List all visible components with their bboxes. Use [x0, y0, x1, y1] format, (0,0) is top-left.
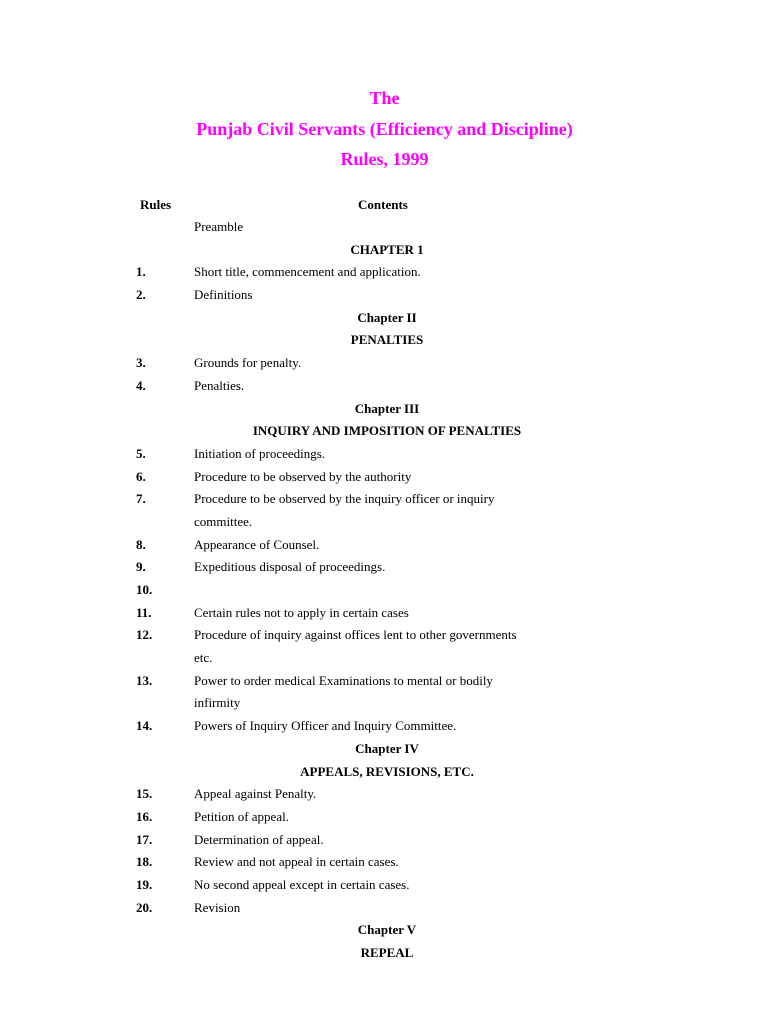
toc-entry: [0, 556, 768, 579]
chapter-heading: REPEAL: [360, 945, 414, 960]
rule-number: 16.: [136, 808, 153, 824]
chapter-heading-row: [0, 329, 768, 352]
chapter-heading-row: [0, 239, 768, 262]
toc-entry: [0, 352, 768, 375]
rules-column-header: Rules: [140, 197, 172, 212]
toc-entry: [0, 715, 768, 738]
rule-number: 15.: [136, 786, 153, 802]
rule-title: Expeditious disposal of proceedings.: [194, 559, 386, 575]
rule-title: infirmity: [194, 695, 241, 711]
toc-entry: [0, 783, 768, 806]
rule-title: Initiation of proceedings.: [194, 445, 326, 461]
rule-title: committee.: [194, 513, 253, 529]
toc-entry: [0, 670, 768, 693]
chapter-heading-row: [0, 942, 768, 965]
title-line-2: Punjab Civil Servants (Efficiency and Discipline): [196, 118, 573, 139]
rule-number: 19.: [136, 876, 153, 892]
rule-title: etc.: [194, 650, 213, 666]
chapter-heading-row: [0, 738, 768, 761]
title-line-3: Rules, 1999: [340, 149, 429, 169]
chapter-heading-row: [0, 420, 768, 443]
rule-title: Power to order medical Examinations to mental or bodily: [194, 672, 493, 688]
chapter-heading-row: [0, 398, 768, 421]
chapter-heading: PENALTIES: [350, 332, 424, 348]
rule-title: Procedure to be observed by the inquiry officer or inquiry: [194, 491, 495, 507]
rule-number: 6.: [136, 468, 146, 484]
rule-title: Powers of Inquiry Officer and Inquiry Committee.: [194, 718, 457, 734]
rule-number: 8.: [136, 536, 146, 552]
toc-entry: [0, 624, 768, 647]
contents-column-header: Contents: [358, 197, 408, 212]
rule-number: 7.: [136, 491, 146, 507]
toc-header: [0, 197, 768, 215]
toc-entry: [0, 443, 768, 466]
rule-number: 11.: [136, 604, 152, 620]
toc-entry: [0, 488, 768, 511]
rule-number: 18.: [136, 854, 153, 870]
rule-number: 10.: [136, 582, 153, 597]
toc-entry: [0, 511, 768, 534]
toc-entry: [0, 284, 768, 307]
toc-entry: [0, 806, 768, 829]
rule-number: 3.: [136, 355, 146, 371]
rule-title: Determination of appeal.: [194, 831, 324, 847]
rule-title: Preamble: [194, 219, 244, 234]
rule-title: No second appeal except in certain cases.: [194, 876, 410, 892]
rule-number: 5.: [136, 445, 146, 461]
chapter-heading: CHAPTER 1: [350, 241, 424, 257]
rule-title: Procedure of inquiry against offices lent to other governments: [194, 627, 517, 643]
toc-entry: [0, 466, 768, 489]
chapter-heading: APPEALS, REVISIONS, ETC.: [300, 763, 474, 779]
rule-title: Appearance of Counsel.: [194, 536, 320, 552]
rule-title: Penalties.: [194, 377, 245, 393]
toc-entry: [0, 829, 768, 852]
rule-title: Revision: [194, 899, 241, 915]
chapter-heading: INQUIRY AND IMPOSITION OF PENALTIES: [252, 423, 522, 439]
rule-number: 12.: [136, 627, 153, 643]
chapter-heading: Chapter V: [357, 922, 417, 938]
toc-entry: [0, 261, 768, 284]
rule-number: 17.: [136, 831, 153, 847]
toc-entry: [0, 534, 768, 557]
toc-entry: [0, 897, 768, 920]
rule-number: 14.: [136, 718, 153, 734]
rule-title: Short title, commencement and application.: [194, 264, 421, 280]
rule-title: Procedure to be observed by the authority: [194, 468, 412, 484]
rule-number: 4.: [136, 377, 146, 393]
chapter-heading-row: [0, 761, 768, 784]
chapter-heading-row: [0, 919, 768, 942]
toc-entry: [0, 375, 768, 398]
rule-title: Appeal against Penalty.: [194, 786, 317, 802]
toc-entry: [0, 579, 768, 602]
rule-title: Petition of appeal.: [194, 808, 289, 824]
table-of-contents: [0, 216, 768, 965]
toc-entry: [0, 874, 768, 897]
title-line-1: The: [369, 88, 400, 108]
chapter-heading: Chapter IV: [355, 740, 419, 756]
toc-entry: [0, 851, 768, 874]
rule-number: 13.: [136, 672, 153, 688]
document-title: [0, 83, 768, 175]
chapter-heading: Chapter III: [354, 400, 420, 416]
rule-number: 2.: [136, 287, 146, 303]
toc-entry: [0, 692, 768, 715]
rule-title: Certain rules not to apply in certain cases: [194, 604, 409, 620]
rule-number: 1.: [136, 264, 146, 280]
rule-title: Grounds for penalty.: [194, 355, 302, 371]
rule-number: 20.: [136, 899, 153, 915]
chapter-heading: Chapter II: [357, 309, 417, 325]
toc-entry: [0, 602, 768, 625]
rule-number: 9.: [136, 559, 146, 575]
rule-title: Definitions: [194, 287, 253, 303]
toc-entry: [0, 647, 768, 670]
chapter-heading-row: [0, 307, 768, 330]
rule-title: Review and not appeal in certain cases.: [194, 854, 399, 870]
toc-entry: [0, 216, 768, 239]
